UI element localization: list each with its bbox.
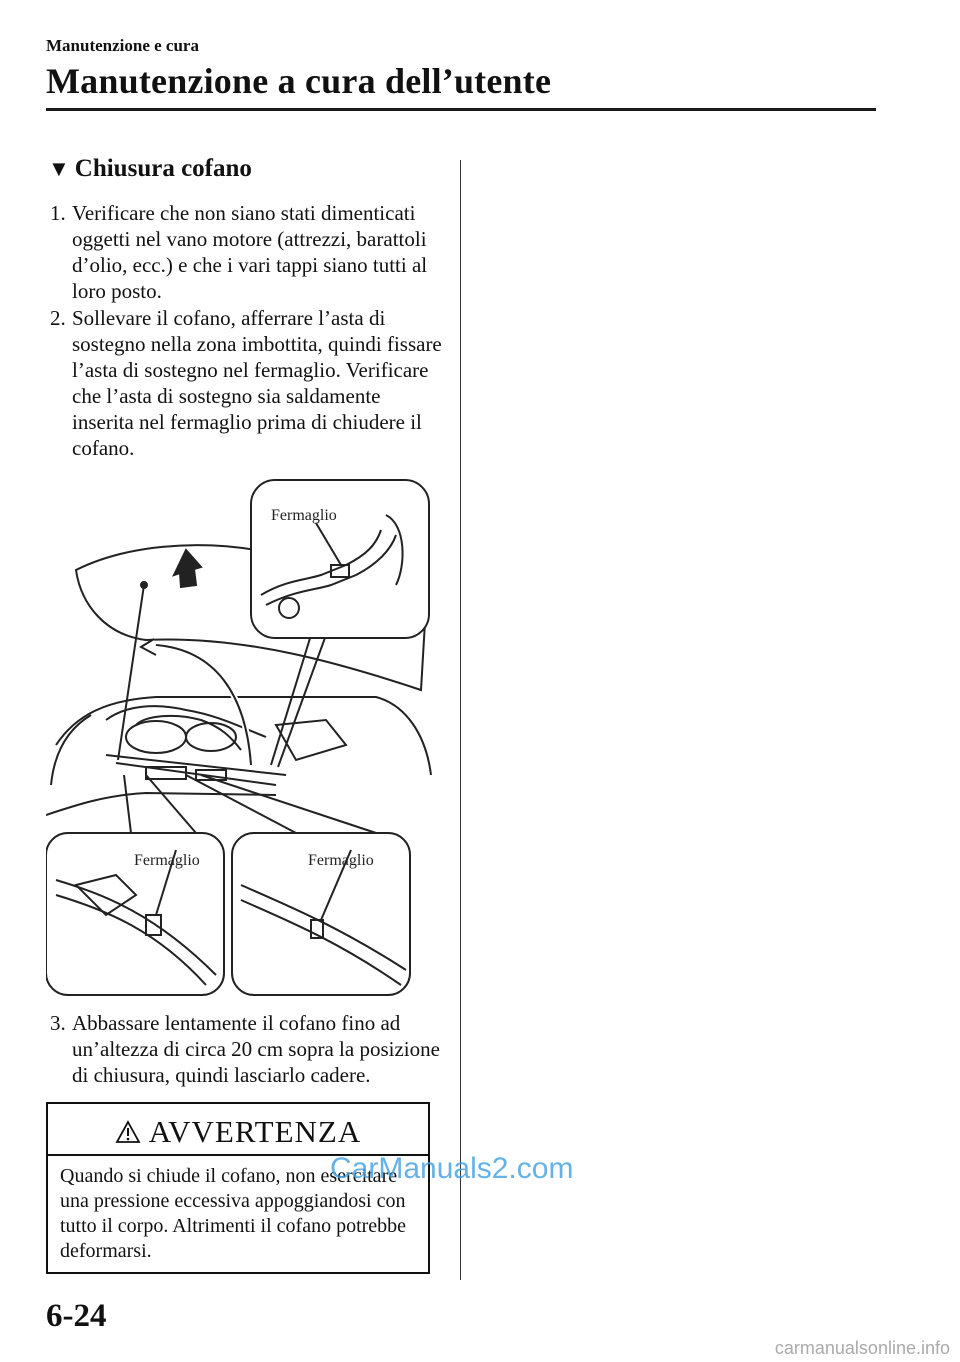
step-number: 3. (50, 1011, 66, 1035)
label-fermaglio-top: Fermaglio (271, 507, 337, 524)
column-divider (460, 160, 461, 1280)
step-item (50, 1010, 445, 1088)
label-fermaglio-bottom-right: Fermaglio (308, 852, 374, 869)
step-text: Sollevare il cofano, afferrare l’asta di sostegno nella zona imbottita, quindi fissare l’asta di sostegno nel fermaglio. Verificare che l’asta di sostegno sia saldamente inserita nel fermaglio prima di chiudere il cofano. (72, 306, 442, 460)
step-number: 2. (50, 306, 66, 330)
page-number: 6-24 (46, 1298, 107, 1334)
warning-body: Quando si chiude il cofano, non esercitare una pressione eccessiva appoggiandosi con tutto il corpo. Altrimenti il cofano potrebbe deformarsi. (60, 1165, 407, 1262)
warning-box (46, 1102, 430, 1274)
section-heading (48, 155, 252, 183)
warning-triangle-icon (115, 1120, 141, 1144)
step-number: 1. (50, 201, 66, 225)
step-text: Abbassare lentamente il cofano fino ad un’altezza di circa 20 cm sopra la posizione di chiusura, quindi lasciarlo cadere. (72, 1011, 440, 1087)
watermark: CarManuals2.com (330, 1152, 574, 1185)
breadcrumb: Manutenzione e cura (46, 36, 199, 55)
hood-prop-rod-illustration (46, 475, 436, 1000)
title-rule (46, 108, 876, 111)
step-text: Verificare che non siano stati dimenticati oggetti nel vano motore (attrezzi, barattoli d’olio, ecc.) e che i vari tappi siano tutti al loro posto. (72, 201, 428, 303)
section-heading-text: Chiusura cofano (74, 155, 252, 182)
step-item (50, 305, 445, 461)
step-item (50, 200, 445, 304)
label-fermaglio-bottom-left: Fermaglio (134, 852, 200, 869)
warning-title: AVVERTENZA (148, 1114, 362, 1149)
footer-site: carmanualsonline.info (774, 1338, 950, 1358)
page-title: Manutenzione a cura dell’utente (46, 61, 552, 101)
warning-header (48, 1112, 428, 1152)
triangle-marker-icon: ▼ (48, 156, 70, 181)
illustration-svg (46, 475, 436, 1000)
